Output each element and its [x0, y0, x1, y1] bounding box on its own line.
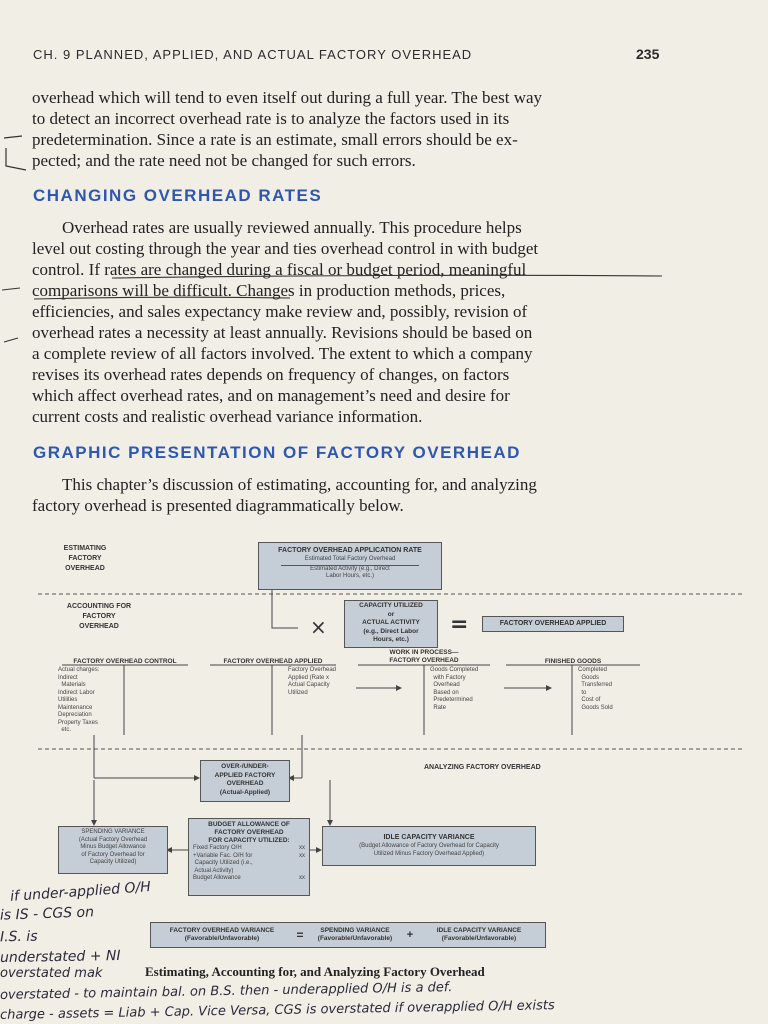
handwritten-note: overstated - to maintain bal. on B.S. then - underapplied O/H is a def.: [0, 980, 453, 1003]
budget-row: [189, 875, 309, 883]
text-line: which affect overhead rates, and on management’s need and desire for: [32, 386, 510, 405]
account-title-wip: WORK IN PROCESS— FACTORY OVERHEAD: [389, 649, 459, 664]
account-title-applied: FACTORY OVERHEAD APPLIED: [223, 658, 323, 665]
budget-row: [189, 853, 309, 876]
accounting-label: ACCOUNTING FOR FACTORY OVERHEAD: [66, 603, 132, 630]
applied-box-text: FACTORY OVERHEAD APPLIED: [499, 620, 607, 627]
eq-plus: +: [406, 929, 414, 941]
text-line: factory overhead is presented diagrammatically below.: [32, 496, 404, 515]
text-line: overhead which will tend to even itself out during a full year. The best way: [32, 88, 543, 107]
account-body-applied: Factory Overhead Applied (Rate x Actual Capacity Utilized: [288, 667, 337, 696]
idle-box-title: IDLE CAPACITY VARIANCE: [383, 834, 475, 841]
margin-bracket-mark: [0, 120, 32, 180]
budget-row-label: Budget Allowance: [193, 875, 241, 881]
section-heading-changing-rates: CHANGING OVERHEAD RATES: [33, 186, 323, 205]
text-line: efficiencies, and sales expectancy make review and, possibly, revision of: [32, 302, 528, 321]
handwritten-note: I.S. is: [0, 928, 38, 946]
spending-box-text: SPENDING VARIANCE (Actual Factory Overhead Minus Budget Allowance of Factory Overhead for Capacity Utilized): [78, 829, 148, 865]
running-head: CH. 9 PLANNED, APPLIED, AND ACTUAL FACTORY OVERHEAD: [33, 47, 473, 62]
eq-total-variance: FACTORY OVERHEAD VARIANCE (Favorable/Unfavorable): [169, 927, 275, 942]
budget-allowance-box: [188, 818, 310, 896]
budget-row-value: xx: [299, 845, 305, 851]
budget-box-title: BUDGET ALLOWANCE OF FACTORY OVERHEAD FOR CAPACITY UTILIZED:: [208, 821, 290, 844]
text-line: revises its overhead rates depends on frequency of changes, on factors: [32, 365, 510, 384]
text-line: control. If rates are changed during a fiscal or budget period, meaningful: [32, 260, 527, 279]
handwritten-note: if under-applied O/H: [9, 879, 152, 905]
eq-idle-variance: IDLE CAPACITY VARIANCE (Favorable/Unfavorable): [436, 927, 522, 942]
text-line: overhead rates a necessity at least annually. Revisions should be based on: [32, 323, 533, 342]
text-line: pected; and the rate need not be changed for such errors.: [32, 151, 416, 170]
over-under-applied-box: [200, 760, 290, 802]
account-title-finished: FINISHED GOODS: [544, 658, 602, 665]
factory-overhead-diagram: [0, 530, 768, 970]
text-line: This chapter’s discussion of estimating, accounting for, and analyzing: [62, 475, 537, 494]
account-body-finished: Completed Goods Transferred to Cost of Goods Sold: [578, 667, 613, 711]
equals-sign: =: [450, 612, 469, 637]
diagram-connectors: [0, 530, 768, 970]
handwritten-note: is IS - CGS on: [0, 904, 95, 924]
handwritten-note: charge - assets = Liab + Cap. Vice Versa, CGS is overstated if overapplied O/H exists: [0, 998, 555, 1023]
overhead-applied-box: [482, 616, 624, 632]
budget-row-value: xx: [299, 875, 305, 881]
page-number: 235: [636, 46, 660, 62]
idle-box-body: (Budget Allowance of Factory Overhead for Capacity Utilized Minus Factory Overhead Applied): [359, 843, 499, 857]
over-under-text: OVER-/UNDER- APPLIED FACTORY OVERHEAD (Actual-Applied): [214, 763, 276, 796]
application-rate-box: [258, 542, 442, 590]
text-line: a complete review of all factors involved. The extent to which a company: [32, 344, 533, 363]
times-sign: ×: [310, 615, 327, 639]
rate-box-title: FACTORY OVERHEAD APPLICATION RATE: [278, 547, 422, 554]
account-title-control: FACTORY OVERHEAD CONTROL: [73, 658, 177, 665]
figure-caption: Estimating, Accounting for, and Analyzing Factory Overhead: [145, 964, 485, 979]
idle-capacity-box: [322, 826, 536, 866]
text-line: to detect an incorrect overhead rate is to analyze the factors used in its: [32, 109, 510, 128]
account-body-control: Actual charges: Indirect Materials Indirect Labor Utilities Maintenance Depreciation Property Taxes etc.: [58, 667, 100, 733]
budget-row-label: Fixed Factory O/H: [193, 845, 242, 851]
text-line: Overhead rates are usually reviewed annually. This procedure helps: [62, 218, 522, 237]
text-line: comparisons will be difficult. Changes in production methods, prices,: [32, 281, 506, 300]
spending-variance-box: [58, 826, 168, 874]
text-line: current costs and realistic overhead variance information.: [32, 407, 423, 426]
eq-spending-variance: SPENDING VARIANCE (Favorable/Unfavorable): [317, 927, 393, 942]
handwritten-note: overstated mak: [0, 966, 103, 981]
handwritten-note: understated + NI: [0, 947, 121, 967]
section-heading-graphic-presentation: GRAPHIC PRESENTATION OF FACTORY OVERHEAD: [33, 443, 521, 462]
capacity-box-text: CAPACITY UTILIZED or ACTUAL ACTIVITY (e.g., Direct Labor Hours, etc.): [359, 602, 423, 643]
analyzing-label: ANALYZING FACTORY OVERHEAD: [424, 764, 541, 771]
variance-equation-box: [150, 922, 546, 948]
rate-box-numerator: Estimated Total Factory Overhead: [281, 556, 419, 566]
text-line: predetermination. Since a rate is an estimate, small errors should be ex-: [32, 130, 518, 149]
budget-row-value: xx: [299, 852, 305, 859]
capacity-utilized-box: [344, 600, 438, 648]
text-line: level out costing through the year and ties overhead control in with budget: [32, 239, 539, 258]
account-body-wip: Goods Completed with Factory Overhead Based on Predetermined Rate: [430, 667, 479, 711]
estimating-label: ESTIMATING FACTORY OVERHEAD: [63, 545, 107, 572]
handwritten-underlines: [0, 270, 680, 350]
rate-box-denominator: Estimated Activity (e.g., Direct Labor Hours, etc.): [310, 565, 390, 579]
budget-row: [189, 845, 309, 853]
budget-row-label: +Variable Fac. O/H for Capacity Utilized (i.e., Actual Activity): [193, 852, 253, 874]
eq-equals: =: [296, 928, 304, 942]
